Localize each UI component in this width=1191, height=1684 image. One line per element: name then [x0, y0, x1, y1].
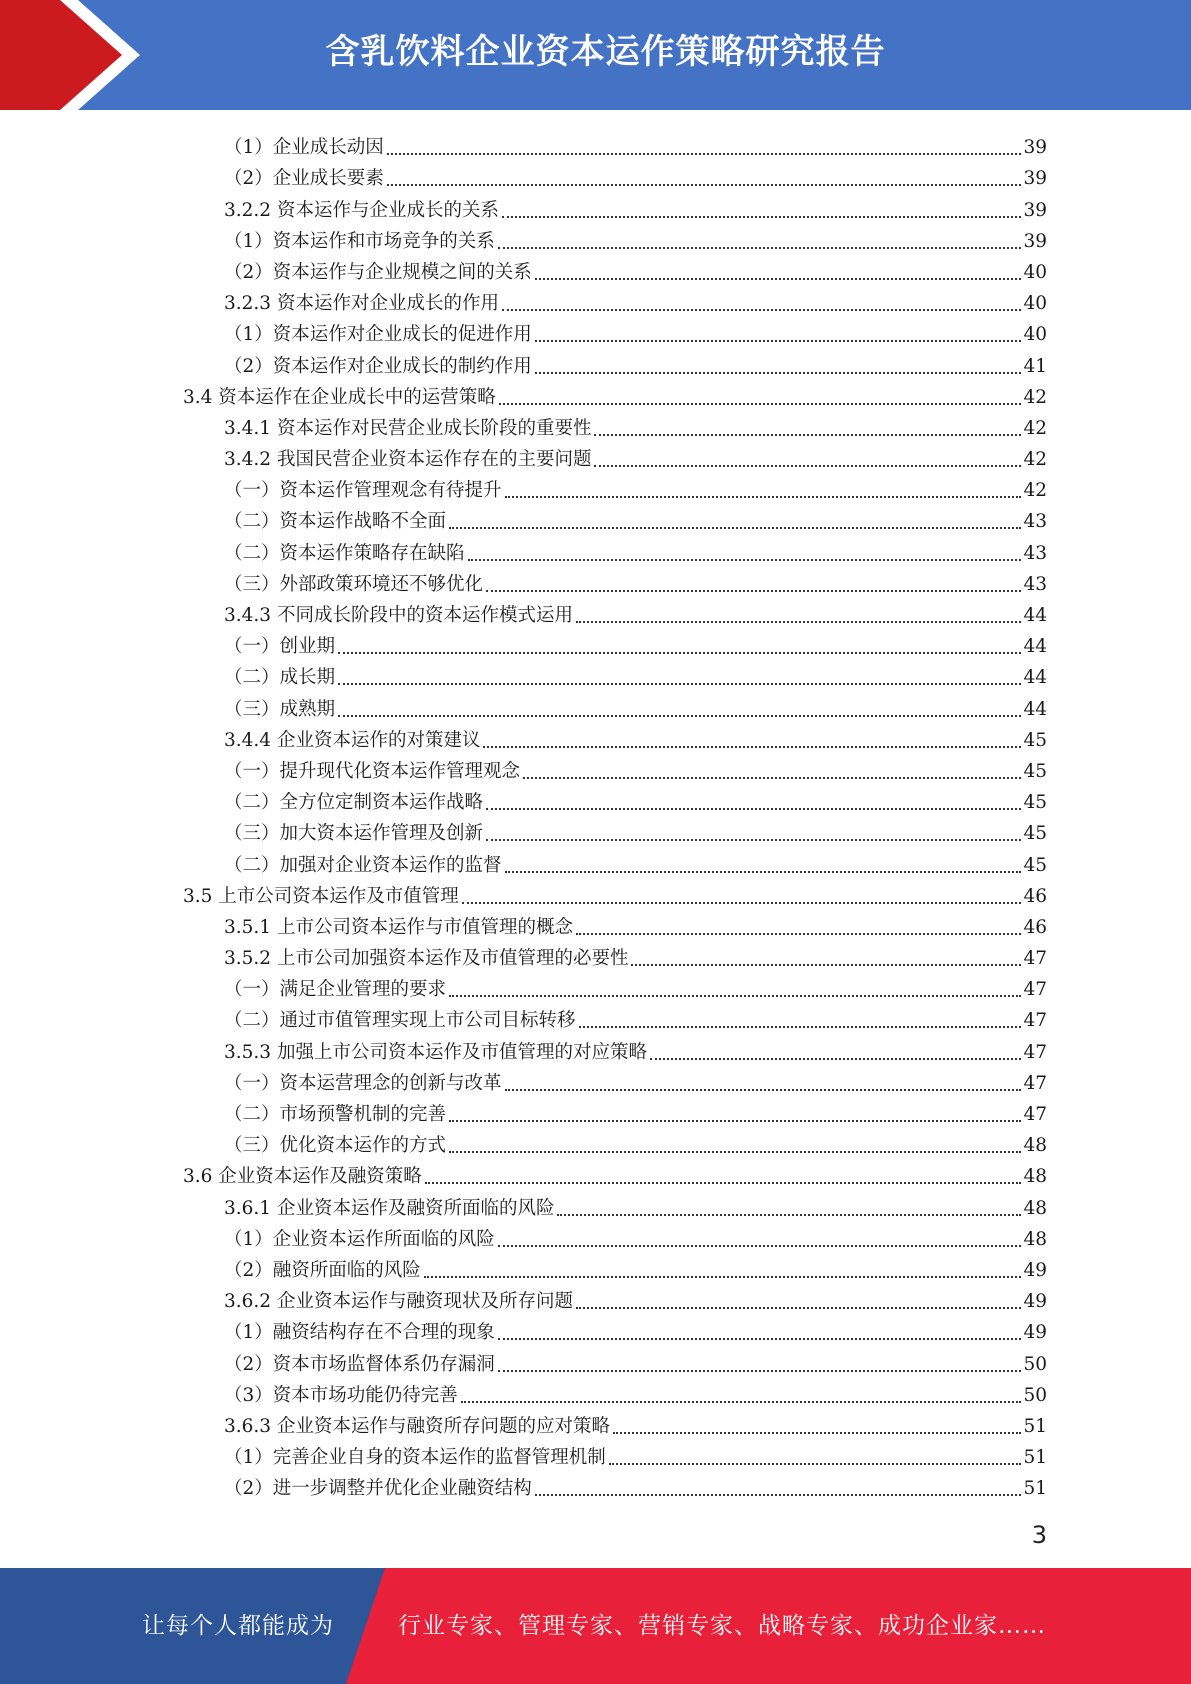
- toc-entry-title: （2）企业成长要素: [224, 168, 384, 190]
- toc-dot-leader: [338, 682, 1021, 685]
- toc-entry[interactable]: [0, 284, 1191, 315]
- toc-dot-leader: [338, 714, 1021, 717]
- toc-entry-title: 3.2.3 资本运作对企业成长的作用: [224, 293, 499, 315]
- toc-entry-page: 46: [1023, 885, 1047, 907]
- toc-entry-title: （三）优化资本运作的方式: [224, 1135, 447, 1157]
- toc-entry[interactable]: [0, 627, 1191, 658]
- toc-dot-leader: [483, 745, 1021, 748]
- toc-entry[interactable]: [0, 752, 1191, 783]
- toc-entry[interactable]: [0, 1157, 1191, 1188]
- toc-entry[interactable]: [0, 1469, 1191, 1500]
- toc-entry-title: 3.2.2 资本运作与企业成长的关系: [224, 199, 499, 221]
- toc-entry-page: 47: [1023, 948, 1047, 970]
- toc-entry-page: 45: [1023, 760, 1047, 782]
- toc-entry-page: 51: [1023, 1415, 1047, 1437]
- toc-entry-page: 48: [1023, 1135, 1047, 1157]
- toc-dot-leader: [462, 901, 1022, 904]
- toc-entry[interactable]: [0, 783, 1191, 814]
- toc-dot-leader: [535, 1493, 1022, 1496]
- table-of-contents: [0, 128, 1191, 1500]
- toc-entry-page: 47: [1023, 1010, 1047, 1032]
- toc-entry-title: 3.5.1 上市公司资本运作与市值管理的概念: [224, 916, 573, 938]
- toc-entry-title: （2）资本运作对企业成长的制约作用: [224, 355, 532, 377]
- toc-entry-page: 51: [1023, 1478, 1047, 1500]
- toc-entry[interactable]: [0, 190, 1191, 221]
- page-footer: [0, 1568, 1191, 1684]
- toc-dot-leader: [502, 215, 1021, 218]
- toc-entry[interactable]: [0, 939, 1191, 970]
- toc-entry-page: 42: [1023, 417, 1047, 439]
- toc-entry-page: 43: [1023, 542, 1047, 564]
- toc-entry[interactable]: [0, 471, 1191, 502]
- toc-entry-title: 3.6.3 企业资本运作与融资所存问题的应对策略: [224, 1415, 610, 1437]
- report-title: 含乳饮料企业资本运作策略研究报告: [325, 32, 886, 72]
- toc-entry-title: 3.5 上市公司资本运作及市值管理: [183, 885, 459, 907]
- toc-entry-page: 45: [1023, 729, 1047, 751]
- toc-entry[interactable]: [0, 346, 1191, 377]
- toc-entry[interactable]: [0, 1032, 1191, 1063]
- toc-entry-page: 44: [1023, 698, 1047, 720]
- toc-dot-leader: [535, 339, 1022, 342]
- toc-entry-title: 3.5.3 加强上市公司资本运作及市值管理的对应策略: [224, 1041, 647, 1063]
- toc-entry-page: 44: [1023, 605, 1047, 626]
- toc-entry[interactable]: [0, 378, 1191, 409]
- toc-entry[interactable]: [0, 721, 1191, 752]
- toc-dot-leader: [486, 589, 1021, 592]
- toc-entry[interactable]: [0, 1407, 1191, 1438]
- page-header: [0, 0, 1191, 110]
- toc-entry[interactable]: [0, 814, 1191, 845]
- toc-entry[interactable]: [0, 440, 1191, 471]
- toc-entry-title: （三）成熟期: [224, 698, 336, 720]
- toc-entry-page: 50: [1023, 1353, 1047, 1375]
- footer-slogan-left: 让每个人都能成为: [142, 1613, 334, 1639]
- toc-entry-title: （2）融资所面临的风险: [224, 1259, 421, 1281]
- toc-entry-page: 43: [1023, 511, 1047, 533]
- toc-entry[interactable]: [0, 1376, 1191, 1407]
- toc-entry[interactable]: [0, 908, 1191, 939]
- toc-dot-leader: [338, 651, 1021, 654]
- toc-entry[interactable]: [0, 502, 1191, 533]
- toc-dot-leader: [631, 963, 1021, 966]
- toc-entry-title: 3.5.2 上市公司加强资本运作及市值管理的必要性: [224, 948, 629, 970]
- toc-dot-leader: [576, 932, 1021, 935]
- toc-entry-page: 46: [1023, 916, 1047, 938]
- toc-dot-leader: [579, 1025, 1022, 1028]
- toc-entry-title: 3.6.1 企业资本运作及融资所面临的风险: [224, 1197, 555, 1219]
- toc-entry[interactable]: [0, 845, 1191, 876]
- toc-dot-leader: [576, 1306, 1021, 1309]
- toc-entry-page: 45: [1023, 792, 1047, 814]
- toc-entry[interactable]: [0, 970, 1191, 1001]
- toc-dot-leader: [498, 246, 1022, 249]
- toc-entry-title: （1）企业成长动因: [224, 137, 384, 159]
- toc-entry-title: （二）市场预警机制的完善: [224, 1104, 447, 1125]
- toc-entry-page: 47: [1023, 1104, 1047, 1125]
- toc-entry[interactable]: [0, 658, 1191, 689]
- toc-entry[interactable]: [0, 253, 1191, 284]
- toc-entry-page: 42: [1023, 480, 1047, 502]
- toc-dot-leader: [613, 1431, 1021, 1434]
- toc-dot-leader: [424, 1275, 1022, 1278]
- toc-entry-page: 47: [1023, 979, 1047, 1001]
- toc-entry-page: 39: [1023, 199, 1047, 221]
- toc-entry-title: （一）资本运作管理观念有待提升: [224, 480, 502, 502]
- toc-entry-page: 47: [1023, 1072, 1047, 1094]
- toc-entry[interactable]: [0, 1064, 1191, 1095]
- toc-entry-title: （2）资本市场监督体系仍存漏洞: [224, 1353, 495, 1375]
- toc-entry-page: 44: [1023, 636, 1047, 658]
- toc-entry-title: （1）资本运作和市场竞争的关系: [224, 230, 495, 252]
- toc-dot-leader: [505, 495, 1022, 498]
- toc-dot-leader: [609, 1462, 1022, 1465]
- toc-entry-title: 3.4 资本运作在企业成长中的运营策略: [183, 386, 496, 408]
- toc-entry-title: （二）资本运作策略存在缺陷: [224, 542, 465, 564]
- toc-entry-page: 42: [1023, 449, 1047, 471]
- toc-entry-title: （2）资本运作与企业规模之间的关系: [224, 261, 532, 283]
- toc-dot-leader: [387, 183, 1022, 186]
- toc-dot-leader: [425, 1181, 1022, 1184]
- toc-entry-title: （1）企业资本运作所面临的风险: [224, 1228, 495, 1250]
- toc-entry[interactable]: [0, 409, 1191, 440]
- toc-dot-leader: [498, 1244, 1022, 1247]
- toc-dot-leader: [505, 1088, 1022, 1091]
- toc-entry[interactable]: [0, 1220, 1191, 1251]
- toc-dot-leader: [502, 308, 1021, 311]
- toc-dot-leader: [557, 1213, 1021, 1216]
- toc-dot-leader: [505, 870, 1022, 873]
- toc-dot-leader: [468, 558, 1022, 561]
- toc-entry[interactable]: [0, 1126, 1191, 1157]
- toc-entry-title: （二）全方位定制资本运作战略: [224, 792, 484, 814]
- toc-entry-title: （一）提升现代化资本运作管理观念: [224, 760, 521, 782]
- toc-entry-title: 3.4.1 资本运作对民营企业成长阶段的重要性: [224, 417, 592, 439]
- toc-entry-page: 51: [1023, 1447, 1047, 1469]
- footer-slogan-right: 行业专家、管理专家、营销专家、战略专家、成功企业家……: [398, 1613, 1046, 1639]
- toc-entry[interactable]: [0, 689, 1191, 720]
- toc-dot-leader: [486, 838, 1021, 841]
- toc-entry[interactable]: [0, 596, 1191, 627]
- toc-entry-page: 39: [1023, 137, 1047, 159]
- toc-entry[interactable]: [0, 1251, 1191, 1282]
- toc-entry-title: （一）满足企业管理的要求: [224, 979, 447, 1001]
- toc-entry-page: 39: [1023, 230, 1047, 252]
- toc-dot-leader: [498, 1337, 1022, 1340]
- toc-dot-leader: [387, 152, 1022, 155]
- toc-entry[interactable]: [0, 565, 1191, 596]
- toc-entry-title: （二）通过市值管理实现上市公司目标转移: [224, 1010, 576, 1032]
- toc-dot-leader: [449, 1150, 1021, 1153]
- toc-dot-leader: [576, 620, 1021, 623]
- toc-entry-title: 3.6.2 企业资本运作与融资现状及所存问题: [224, 1291, 573, 1313]
- toc-entry-title: （2）进一步调整并优化企业融资结构: [224, 1478, 532, 1500]
- toc-entry-page: 43: [1023, 573, 1047, 595]
- toc-entry-page: 45: [1023, 854, 1047, 876]
- toc-dot-leader: [594, 433, 1021, 436]
- toc-dot-leader: [449, 526, 1021, 529]
- toc-entry-page: 44: [1023, 667, 1047, 689]
- toc-entry[interactable]: [0, 1188, 1191, 1219]
- toc-entry-title: （一）资本运营理念的创新与改革: [224, 1072, 502, 1094]
- toc-entry-title: 3.4.3 不同成长阶段中的资本运作模式运用: [224, 605, 573, 626]
- toc-entry[interactable]: [0, 1313, 1191, 1344]
- toc-dot-leader: [449, 1119, 1021, 1122]
- toc-entry[interactable]: [0, 1438, 1191, 1469]
- toc-entry-page: 47: [1023, 1041, 1047, 1063]
- toc-entry[interactable]: [0, 159, 1191, 190]
- toc-entry[interactable]: [0, 1001, 1191, 1032]
- toc-entry-title: 3.6 企业资本运作及融资策略: [183, 1166, 422, 1188]
- toc-entry[interactable]: [0, 533, 1191, 564]
- toc-entry-title: （二）加强对企业资本运作的监督: [224, 854, 502, 876]
- toc-entry-page: 49: [1023, 1291, 1047, 1313]
- toc-dot-leader: [498, 1369, 1022, 1372]
- toc-entry-title: 3.4.2 我国民营企业资本运作存在的主要问题: [224, 449, 592, 471]
- toc-dot-leader: [535, 371, 1022, 374]
- toc-entry-page: 48: [1023, 1228, 1047, 1250]
- toc-entry-title: （1）融资结构存在不合理的现象: [224, 1322, 495, 1344]
- toc-entry[interactable]: [0, 1095, 1191, 1126]
- toc-dot-leader: [535, 277, 1022, 280]
- toc-dot-leader: [449, 994, 1021, 997]
- page-number: 3: [1031, 1521, 1047, 1549]
- toc-entry-title: （1）完善企业自身的资本运作的监督管理机制: [224, 1447, 606, 1469]
- toc-entry-page: 41: [1023, 355, 1047, 377]
- toc-entry[interactable]: [0, 1344, 1191, 1375]
- toc-entry[interactable]: [0, 1282, 1191, 1313]
- toc-entry[interactable]: [0, 128, 1191, 159]
- toc-entry-page: 50: [1023, 1384, 1047, 1406]
- toc-entry-title: （三）外部政策环境还不够优化: [224, 573, 484, 595]
- toc-entry-title: （一）创业期: [224, 636, 336, 658]
- toc-dot-leader: [650, 1057, 1021, 1060]
- toc-entry-title: （3）资本市场功能仍待完善: [224, 1384, 458, 1406]
- toc-entry-page: 42: [1023, 386, 1047, 408]
- toc-entry-page: 45: [1023, 823, 1047, 845]
- toc-entry-page: 49: [1023, 1259, 1047, 1281]
- toc-entry-page: 39: [1023, 168, 1047, 190]
- toc-entry-page: 49: [1023, 1322, 1047, 1344]
- toc-dot-leader: [523, 776, 1021, 779]
- toc-entry-page: 40: [1023, 261, 1047, 283]
- toc-dot-leader: [461, 1400, 1022, 1403]
- toc-entry[interactable]: [0, 877, 1191, 908]
- toc-entry-page: 48: [1023, 1166, 1047, 1188]
- toc-dot-leader: [499, 402, 1022, 405]
- toc-entry-title: （三）加大资本运作管理及创新: [224, 823, 484, 845]
- toc-entry-title: （二）成长期: [224, 667, 336, 689]
- toc-entry-title: （1）资本运作对企业成长的促进作用: [224, 324, 532, 346]
- toc-dot-leader: [486, 807, 1021, 810]
- toc-entry[interactable]: [0, 222, 1191, 253]
- toc-entry-page: 40: [1023, 324, 1047, 346]
- toc-entry-page: 48: [1023, 1197, 1047, 1219]
- toc-entry[interactable]: [0, 315, 1191, 346]
- toc-entry-title: 3.4.4 企业资本运作的对策建议: [224, 729, 481, 751]
- toc-entry-page: 40: [1023, 293, 1047, 315]
- toc-entry-title: （二）资本运作战略不全面: [224, 511, 447, 533]
- toc-dot-leader: [594, 464, 1021, 467]
